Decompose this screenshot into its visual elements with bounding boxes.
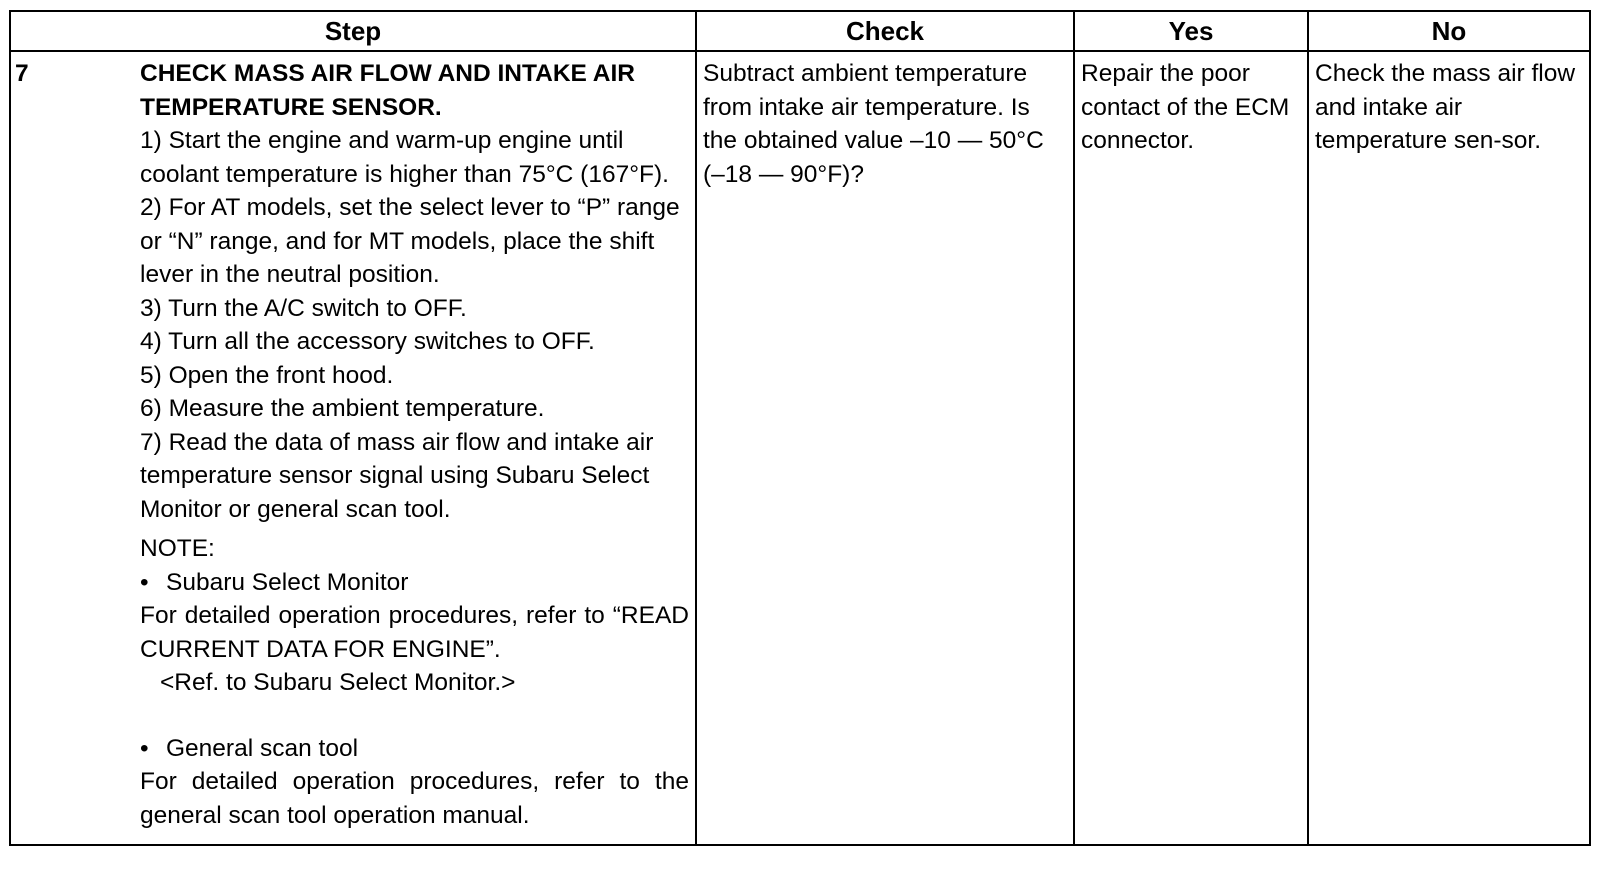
yes-cell bbox=[1074, 51, 1308, 845]
table-row bbox=[10, 51, 1590, 845]
no-cell bbox=[1308, 51, 1590, 845]
header-step: Step bbox=[10, 11, 696, 51]
note-block bbox=[140, 532, 689, 832]
header-yes: Yes bbox=[1074, 11, 1308, 51]
diagnostic-table bbox=[9, 10, 1591, 846]
header-no: No bbox=[1308, 11, 1590, 51]
step-body bbox=[140, 52, 695, 832]
header-check: Check bbox=[696, 11, 1074, 51]
note-text: For detailed operation procedures, refer to the general scan tool operation manual. bbox=[140, 768, 689, 829]
note-bullet: • Subaru Select Monitor bbox=[140, 566, 689, 600]
note-spacer bbox=[140, 700, 689, 732]
check-cell bbox=[696, 51, 1074, 845]
step-item: 2) For AT models, set the select lever to “P” range or “N” range, and for MT models, place the shift lever in the neutral position. bbox=[140, 194, 680, 288]
yes-text: Repair the poor contact of the ECM connector. bbox=[1081, 60, 1290, 154]
step-item: 5) Open the front hood. bbox=[140, 361, 394, 389]
step-item: 1) Start the engine and warm-up engine until coolant temperature is higher than 75°C (167°F). bbox=[140, 127, 669, 188]
step-cell bbox=[10, 51, 696, 845]
step-item: 6) Measure the ambient temperature. bbox=[140, 395, 545, 422]
check-text: Subtract ambient temperature from intake air temperature. Is the obtained value –10 — 50°C (–18 — 90°F)? bbox=[703, 60, 1044, 188]
header-row bbox=[10, 11, 1590, 51]
step-title: CHECK MASS AIR FLOW AND INTAKE AIR TEMPERATURE SENSOR. bbox=[140, 60, 635, 121]
note-bullet: • General scan tool bbox=[140, 732, 689, 766]
no-text: Check the mass air flow and intake air temperature sen-sor. bbox=[1315, 60, 1576, 154]
step-item: 4) Turn all the accessory switches to OFF. bbox=[140, 328, 595, 355]
note-text: For detailed operation procedures, refer to “READ CURRENT DATA FOR ENGINE”. bbox=[140, 602, 689, 663]
note-label: NOTE: bbox=[140, 535, 215, 562]
step-number: 7 bbox=[15, 60, 29, 87]
step-item: 7) Read the data of mass air flow and intake air temperature sensor signal using Subaru Select Monitor or general scan tool. bbox=[140, 428, 654, 523]
step-item: 3) Turn the A/C switch to OFF. bbox=[140, 294, 467, 322]
note-ref: <Ref. to Subaru Select Monitor.> bbox=[160, 669, 516, 696]
